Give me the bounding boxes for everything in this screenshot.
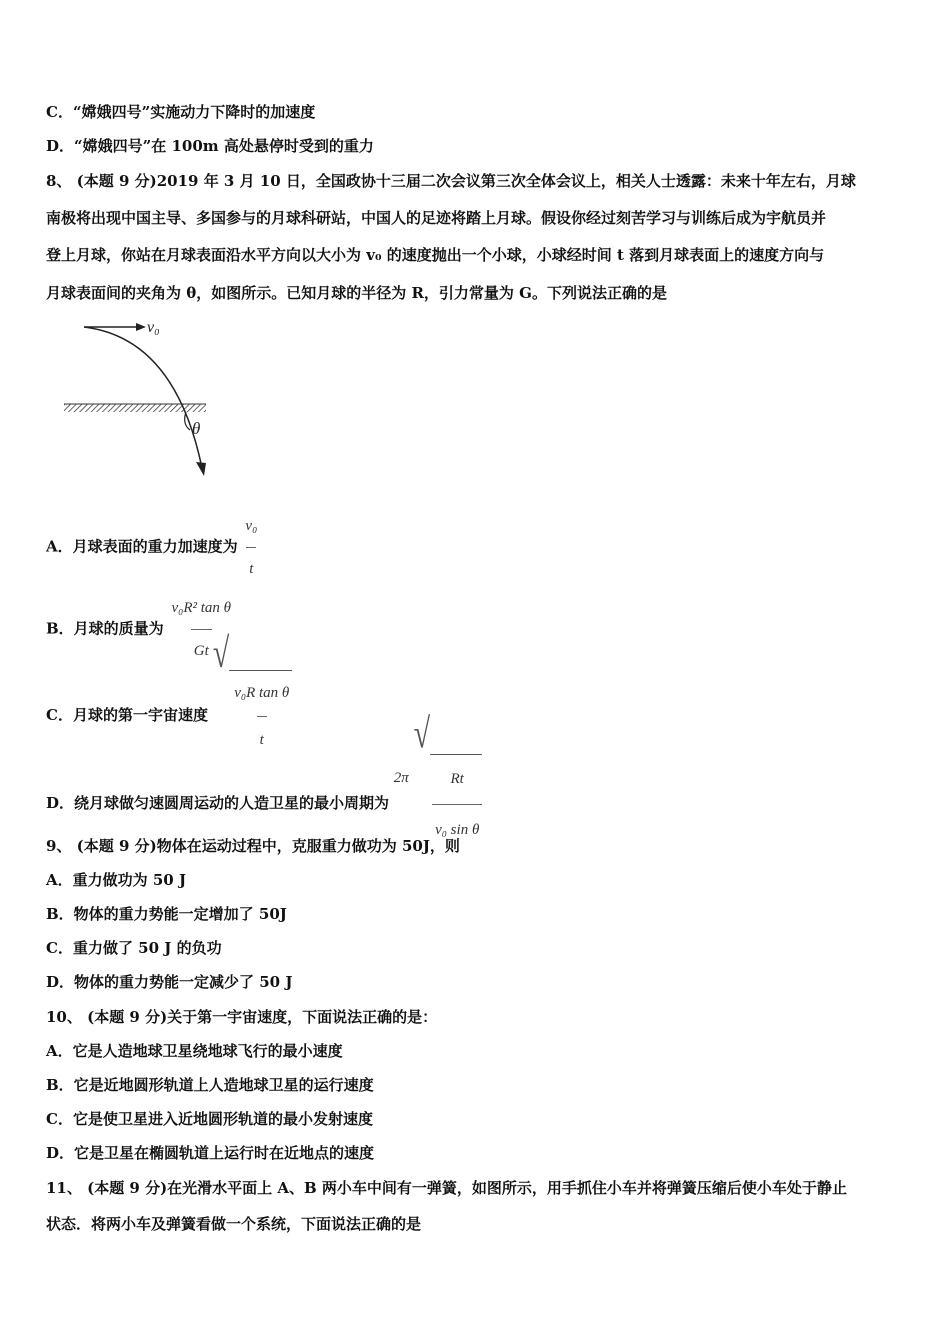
q8-stem-line-1: 8、 (本题 9 分)2019 年 3 月 10 日，全国政协十三届二次会议第三次全体会议上，相关人士透露：未来十年左右，月球 <box>46 172 856 190</box>
formula-d-coef: 2π <box>393 770 409 786</box>
q8-option-b-text: B．月球的质量为 <box>46 619 164 638</box>
q7-option-c: C．“嫦娥四号”实施动力下降时的加速度 <box>46 103 316 121</box>
formula-b-den: Gt <box>191 629 212 671</box>
q8-option-d-text: D．绕月球做匀速圆周运动的人造卫星的最小周期为 <box>46 794 390 812</box>
sqrt-icon: √ <box>212 630 230 677</box>
sqrt-icon: √ <box>413 711 431 758</box>
formula-c-den: t <box>257 716 267 762</box>
q8-option-a <box>46 506 260 589</box>
q10-stem: 10、 (本题 9 分)关于第一宇宙速度，下面说法正确的是： <box>46 1008 438 1026</box>
q9-option-a: A．重力做功为 50 J <box>46 871 187 889</box>
q10-option-a: A．它是人造地球卫星绕地球飞行的最小速度 <box>46 1042 343 1060</box>
q11-stem-line-1: 11、 (本题 9 分)在光滑水平面上 A、B 两小车中间有一弹簧，如图所示，用手抓住小车并将弹簧压缩后使小车处于静止 <box>46 1179 847 1197</box>
formula-a-den: t <box>246 547 256 589</box>
v0-label: v₀ <box>147 319 160 336</box>
q10-option-c: C．它是使卫星进入近地圆形轨道的最小发射速度 <box>46 1110 373 1128</box>
formula-d-num: Rt <box>450 771 464 787</box>
arrowhead-icon <box>136 323 146 331</box>
q8-option-b <box>46 588 234 671</box>
q10-option-b: B．它是近地圆形轨道上人造地球卫星的运行速度 <box>46 1076 374 1094</box>
q9-option-d: D．物体的重力势能一定减少了 50 J <box>46 973 293 991</box>
formula-a-num: v₀ <box>245 518 258 534</box>
q7-option-d: D．“嫦娥四号”在 100m 高处悬停时受到的重力 <box>46 137 374 155</box>
q9-option-b: B．物体的重力势能一定增加了 50J <box>46 905 287 923</box>
q8-option-a-text: A．月球表面的重力加速度为 <box>46 537 238 556</box>
q8-stem-line-2: 南极将出现中国主导、多国参与的月球科研站，中国人的足迹将踏上月球。假设你经过刻苦学习与训练后成为宇航员并 <box>46 209 827 227</box>
moon-surface <box>64 404 206 412</box>
formula-c-num: v₀R tan θ <box>234 685 290 701</box>
formula-c <box>212 630 293 762</box>
q10-option-d: D．它是卫星在椭圆轨道上运行时在近地点的速度 <box>46 1144 375 1162</box>
q9-stem: 9、 (本题 9 分)物体在运动过程中，克服重力做功为 50J，则 <box>46 837 460 855</box>
formula-a <box>242 506 260 589</box>
theta-label: θ <box>192 419 201 438</box>
trajectory-arrowhead-icon <box>196 462 206 476</box>
trajectory-curve <box>84 327 202 468</box>
q8-stem-line-3: 登上月球，你站在月球表面沿水平方向以大小为 v₀ 的速度抛出一个小球，小球经时间 t 落到月球表面上的速度方向与 <box>46 246 825 264</box>
q8-stem-line-4: 月球表面间的夹角为 θ，如图所示。已知月球的半径为 R，引力常量为 G。下列说法正确的是 <box>46 284 667 302</box>
q8-option-c-text: C．月球的第一宇宙速度 <box>46 706 208 724</box>
formula-b-num: v₀R² tan θ <box>171 600 232 616</box>
projectile-figure <box>60 318 220 478</box>
q11-stem-line-2: 状态．将两小车及弹簧看做一个系统，下面说法正确的是 <box>46 1215 422 1233</box>
formula-d-den: v₀ sin θ <box>432 804 482 854</box>
q9-option-c: C．重力做了 50 J 的负功 <box>46 939 222 957</box>
